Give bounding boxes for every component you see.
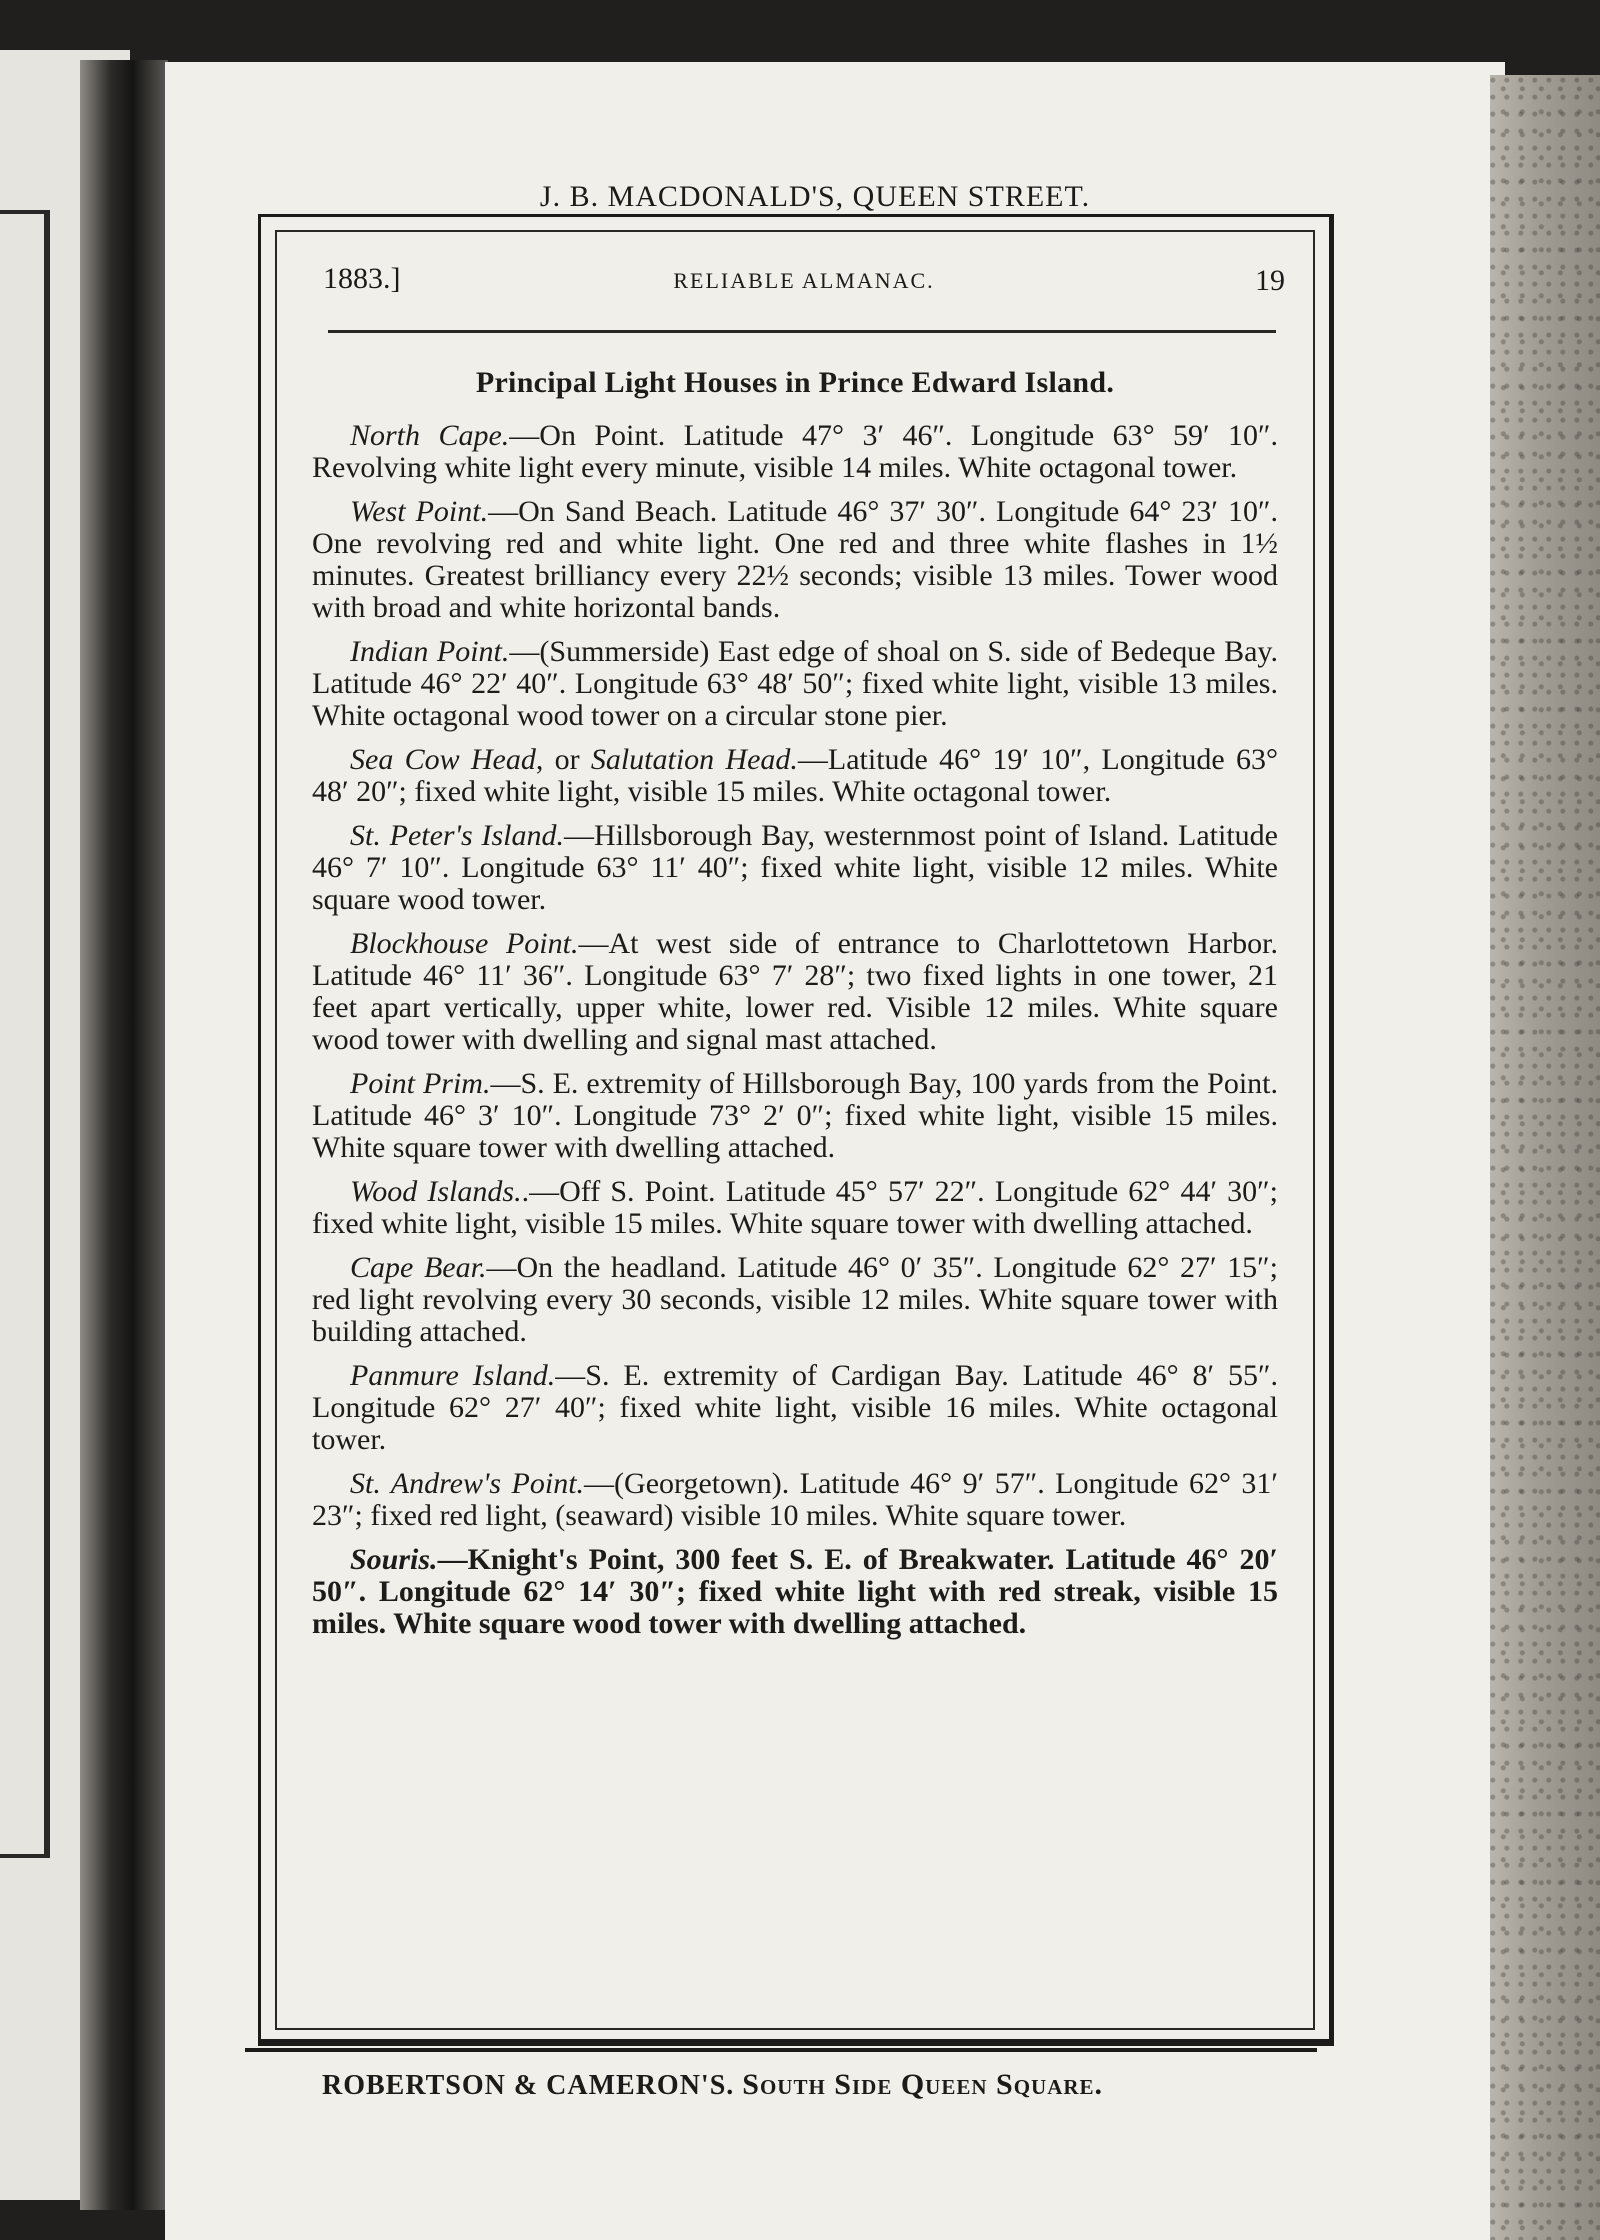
running-head-title: RELIABLE ALMANAC. [673, 268, 935, 293]
lighthouse-description: —(Summerside) East edge of shoal on S. side of Bedeque Bay. Latitude 46° 22′ 40″. Longitude 63° 48′ 50″; fixed white light, visible 13 miles. White octagonal wood tower on a circular stone pier. [312, 635, 1278, 732]
lighthouse-name: West Point. [350, 495, 489, 528]
advertiser-footer [322, 2068, 1282, 2102]
footer-rule [245, 2048, 1317, 2052]
running-head-year: 1883.] [323, 262, 401, 295]
lighthouse-name: Cape Bear. [350, 1251, 487, 1284]
lighthouse-name: Blockhouse Point. [350, 927, 579, 960]
article-title: Principal Light Houses in Prince Edward Island. [475, 366, 1115, 399]
lighthouse-description: .—Off S. Point. Latitude 45° 57′ 22″. Longitude 62° 44′ 30″; fixed white light, visible 15 miles. White square tower with dwelling attached. [312, 1175, 1278, 1240]
head-rule [328, 330, 1276, 333]
running-head [323, 262, 1285, 302]
lighthouse-description: —(Georgetown). Latitude 46° 9′ 57″. Longitude 62° 31′ 23″; fixed red light, (seaward) visible 10 miles. White square tower. [312, 1467, 1278, 1532]
lighthouse-name-joiner: , or [535, 743, 591, 776]
advertiser-footer-name: ROBERTSON & CAMERON'S. [322, 2070, 735, 2101]
article [312, 366, 1278, 1652]
lighthouse-description: —On Sand Beach. Latitude 46° 37′ 30″. Longitude 64° 23′ 10″. One revolving red and white light. One red and three white flashes in 1½ minutes. Greatest brilliancy every 22½ seconds; visible 13 miles. Tower wood with broad and white horizontal bands. [312, 495, 1278, 624]
lighthouse-description: —S. E. extremity of Cardigan Bay. Latitude 46° 8′ 55″. Longitude 62° 27′ 40″; fixed white light, visible 16 miles. White octagonal tower. [312, 1359, 1278, 1456]
lighthouse-entry [312, 744, 1278, 808]
lighthouse-entry [312, 1176, 1278, 1240]
lighthouse-name: Wood Islands. [350, 1175, 522, 1208]
lighthouse-entry [312, 1252, 1278, 1348]
advertiser-header [0, 180, 1600, 214]
lighthouse-name: North Cape. [350, 419, 510, 452]
advertiser-header-text: J. B. MACDONALD'S, QUEEN STREET. [539, 180, 1091, 213]
lighthouse-entry [312, 928, 1278, 1056]
lighthouse-description: —Knight's Point, 300 feet S. E. of Breakwater. Latitude 46° 20′ 50″. Longitude 62° 14′ 30″; fixed white light with red streak, visible 15 miles. White square wood tower with dwelling attached. [312, 1543, 1278, 1640]
facing-page-frame [0, 210, 50, 1858]
lighthouse-name: Sea Cow Head [350, 743, 536, 776]
advertiser-footer-address: South Side Queen Square. [742, 2068, 1104, 2101]
lighthouse-entry [312, 820, 1278, 916]
lighthouse-name: St. Peter's Island. [350, 819, 564, 852]
lighthouse-name: St. Andrew's Point. [350, 1467, 585, 1500]
lighthouse-description: —Hillsborough Bay, westernmost point of Island. Latitude 46° 7′ 10″. Longitude 63° 11′ 40″; fixed white light, visible 12 miles. White square wood tower. [312, 819, 1278, 916]
lighthouse-entry [312, 420, 1278, 484]
lighthouse-name: Indian Point. [350, 635, 510, 668]
lighthouse-name: Point Prim. [350, 1067, 491, 1100]
lighthouse-alt-name: Salutation Head. [590, 743, 798, 776]
lighthouse-description: —At west side of entrance to Charlottetown Harbor. Latitude 46° 11′ 36″. Longitude 63° 7′ 28″; two fixed lights in one tower, 21 feet apart vertically, upper white, lower red. Visible 12 miles. White square wood tower with dwelling and signal mast attached. [312, 927, 1279, 1056]
lighthouse-name: Souris. [350, 1543, 438, 1576]
lighthouse-entry [312, 1068, 1278, 1164]
page-number: 19 [1255, 264, 1285, 297]
lighthouse-entry [312, 496, 1278, 624]
book-gutter [80, 60, 168, 2210]
lighthouse-description: —S. E. extremity of Hillsborough Bay, 100 yards from the Point. Latitude 46° 3′ 10″. Longitude 73° 2′ 0″; fixed white light, visible 15 miles. White square tower with dwelling attached. [312, 1067, 1278, 1164]
lighthouse-entry [312, 1468, 1278, 1532]
lighthouse-entry [312, 1360, 1278, 1456]
lighthouse-entry [312, 1544, 1278, 1640]
lighthouse-entry [312, 636, 1278, 732]
lighthouse-description: —On the headland. Latitude 46° 0′ 35″. Longitude 62° 27′ 15″; red light revolving every 30 seconds, visible 12 miles. White square tower with building attached. [312, 1251, 1279, 1348]
lighthouse-description: —On Point. Latitude 47° 3′ 46″. Longitude 63° 59′ 10″. Revolving white light every minute, visible 14 miles. White octagonal tower. [312, 419, 1278, 484]
lighthouse-description: —Latitude 46° 19′ 10″, Longitude 63° 48′ 20″; fixed white light, visible 15 miles. White octagonal tower. [312, 743, 1278, 808]
page-stack-edge [1490, 75, 1600, 2240]
lighthouse-name: Panmure Island. [350, 1359, 556, 1392]
